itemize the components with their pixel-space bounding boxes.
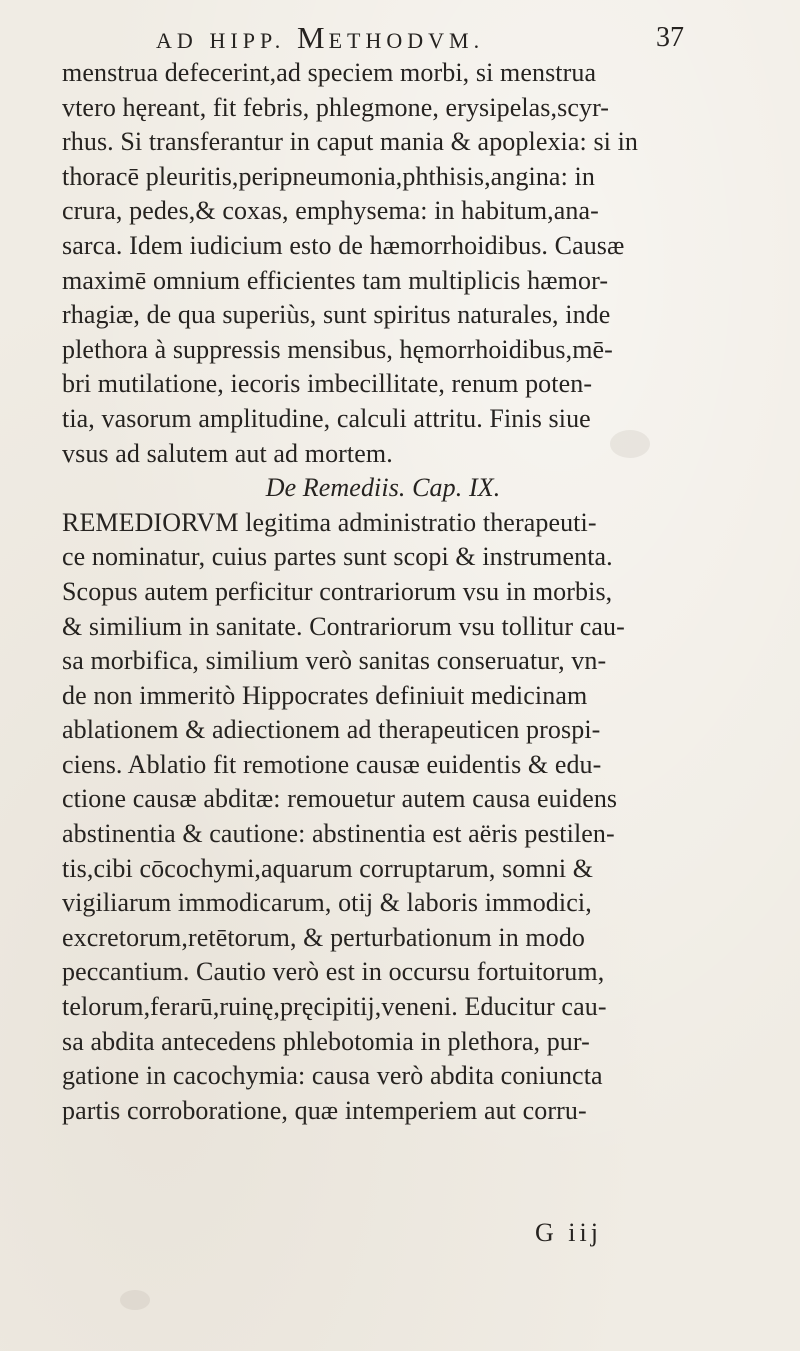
text-line: bri mutilatione, iecoris imbecillitate, renum poten- — [62, 369, 593, 399]
text-line: thoracē pleuritis,peripneumonia,phthisis,angina: in — [62, 161, 595, 191]
section-heading: De Remediis. Cap. IX. — [265, 473, 501, 503]
text-line: ctione causæ abditæ: remouetur autem causa euidens — [62, 784, 618, 814]
text-line: sa abdita antecedens phlebotomia in plethora, pur- — [62, 1026, 590, 1056]
signature-mark: G iij — [535, 1218, 602, 1247]
text-line: abstinentia & cautione: abstinentia est aëris pestilen- — [62, 819, 615, 849]
text-line: vsus ad salutem aut ad mortem. — [62, 438, 393, 468]
text-line: & similium in sanitate. Contrariorum vsu tollitur cau- — [62, 611, 625, 641]
text-line: REMEDIORVM legitima administratio therapeuti- — [62, 507, 597, 537]
text-line: sa morbifica, similium verò sanitas conseruatur, vn- — [62, 646, 607, 676]
running-head-prefix: AD — [156, 28, 198, 53]
text-line: Scopus autem perficitur contrariorum vsu in morbis, — [62, 576, 613, 606]
body-text — [62, 56, 684, 1128]
running-head-rest: ETHODVM. — [328, 28, 485, 53]
text-line: excretorum,retētorum, & perturbationum in modo — [62, 922, 586, 952]
text-line: ablationem & adiectionem ad therapeuticen prospi- — [62, 715, 601, 745]
page-number: 37 — [656, 22, 684, 53]
text-line: de non immeritò Hippocrates definiuit medicinam — [62, 680, 588, 710]
text-line: rhus. Si transferantur in caput mania & apoplexia: si in — [62, 127, 639, 157]
text-line: peccantium. Cautio verò est in occursu fortuitorum, — [62, 957, 605, 987]
paper-stain — [120, 1290, 150, 1310]
text-line: gatione in cacochymia: causa verò abdita coniuncta — [62, 1061, 603, 1091]
text-line: tia, vasorum amplitudine, calculi attritu. Finis siue — [62, 403, 591, 433]
text-line: tis,cibi cōcochymi,aquarum corruptarum, somni & — [62, 853, 594, 883]
running-head-word: HIPP. — [209, 28, 286, 53]
text-line: vtero hęreant, fit febris, phlegmone, erysipelas,scyr- — [62, 92, 610, 122]
text-line: ciens. Ablatio fit remotione causæ euidentis & edu- — [62, 749, 602, 779]
running-head — [156, 20, 484, 56]
running-head-initial: M — [297, 20, 329, 55]
text-line: sarca. Idem iudicium esto de hæmorrhoidibus. Causæ — [62, 230, 625, 260]
text-line: ce nominatur, cuius partes sunt scopi & instrumenta. — [62, 542, 613, 572]
text-line: rhagiæ, de qua superiùs, sunt spiritus naturales, inde — [62, 300, 611, 330]
text-line: telorum,ferarū,ruinę,pręcipitij,veneni. Educitur cau- — [62, 992, 607, 1022]
text-line: vigiliarum immodicarum, otij & laboris immodici, — [62, 888, 592, 918]
text-line: crura, pedes,& coxas, emphysema: in habitum,ana- — [62, 196, 599, 226]
text-line: maximē omnium efficientes tam multiplicis hæmor- — [62, 265, 609, 295]
text-line: plethora à suppressis mensibus, hęmorrhoidibus,mē- — [62, 334, 613, 364]
text-line: menstrua defecerint,ad speciem morbi, si menstrua — [62, 58, 597, 87]
text-line: partis corroboratione, quæ intemperiem aut corru- — [62, 1095, 587, 1125]
page-header — [62, 14, 684, 60]
